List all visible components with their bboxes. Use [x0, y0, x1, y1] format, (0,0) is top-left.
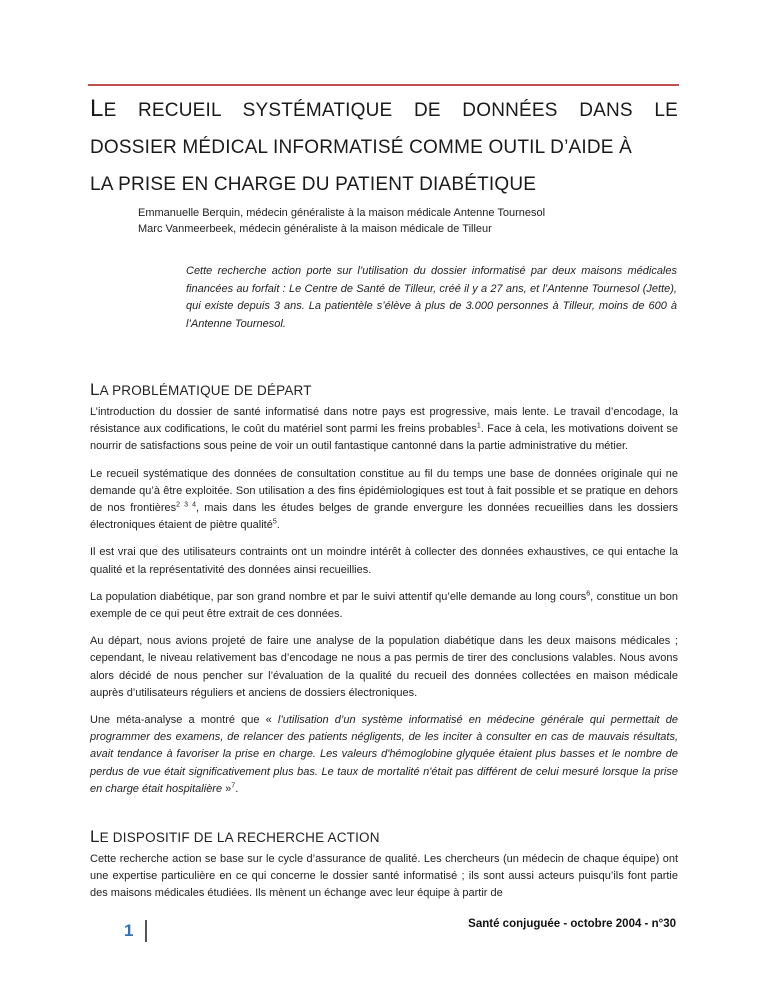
paragraph-quote: Une méta-analyse a montré que « l’utilisation d’un système informatisé en médecine générale qui permettait de programmer des examens, de relancer des patients négligents, de les inciter à consulter en cas de mauvais résultats, avait tendance à favoriser la prise en charge. Les valeurs d'hémoglobine glyquée étaient plus basses et le nombre de perdus de vue était significativement plus bas. Le taux de mortalité n'était pas différent de celui mesuré lorsque la prise en charge était hospitalière »$^7$. [90, 714, 678, 795]
title-line-2: DOSSIER MÉDICAL INFORMATISÉ COMME OUTIL D’AIDE À [90, 137, 633, 158]
title-rule [88, 84, 679, 86]
page-number: 1 [124, 921, 134, 940]
section-heading-dispositif: LE DISPOSITIF DE LA RECHERCHE ACTION [90, 827, 380, 846]
abstract: Cette recherche action porte sur l’utilisation du dossier informatisé par deux maisons médicales financées au forfait : Le Centre de Santé de Tilleur, créé il y a 27 ans, et l’Antenne Tournesol (Jette), qui existe depuis 3 ans. La patientèle s’élève à plus de 3.000 personnes à Tilleur, moins de 600 à l’Antenne Tournesol. [186, 265, 677, 330]
paragraph: La population diabétique, par son grand nombre et par le suivi attentif qu’elle demande au long cours$^6$, constitue un bon exemple de ce qui peut être extrait de ces données. [90, 590, 678, 621]
author-1: Emmanuelle Berquin, médecin généraliste à la maison médicale Antenne Tournesol [138, 207, 546, 219]
author-2: Marc Vanmeerbeek, médecin généraliste à la maison médicale de Tilleur [138, 223, 492, 235]
article-title [90, 90, 678, 203]
footnote-ref[interactable]: 1 [476, 422, 481, 430]
paragraph: Le recueil systématique des données de consultation constitue au fil du temps une base de données originale qui ne demande qu’à être exploitée. Son utilisation a des fins épidémiologiques est tout à fait possible et se pratique en dehors de nos frontières$^{2 3 4}$, mais dans les études belges de grande envergure les données recueillies dans les dossiers électroniques étaient de piètre qualité$^5$. [90, 467, 679, 532]
section-body-problematique [90, 404, 678, 808]
footnote-ref[interactable]: 6 [586, 590, 591, 598]
title-line-3: LA PRISE EN CHARGE DU PATIENT DIABÉTIQUE [90, 174, 537, 195]
paragraph: Au départ, nous avions projeté de faire une analyse de la population diabétique dans les deux maisons médicales ; cependant, le niveau relativement bas d’encodage ne nous a pas permis de tirer des conclusions valables. Nous avons alors décidé de nous pencher sur l’évaluation de la qualité du recueil des données collectées en maison médicale auprès d’utilisateurs réguliers et anciens de dossiers électroniques. [90, 635, 678, 699]
paragraph: L’introduction du dossier de santé informatisé dans notre pays est progressive, mais lente. Le travail d’encodage, la résistance aux codifications, le coût du matériel sont parmi les freins probables$^1$. Face à cela, les motivations doivent se nourrir de satisfactions sous peine de voir un outil fantastique cantonné dans la partie administrative du métier. [90, 406, 679, 453]
footnote-ref[interactable]: 5 [272, 518, 277, 526]
section-heading-problematique: LA PROBLÉMATIQUE DE DÉPART [90, 380, 312, 399]
footnote-ref[interactable]: 7 [231, 782, 236, 790]
paragraph: Cette recherche action se base sur le cycle d’assurance de qualité. Les chercheurs (un médecin de chaque équipe) ont une expertise particulière en ce qui concerne le dossier santé informatisé ; ils sont aussi acteurs puisqu’ils font partie des maisons médicales étudiées. Ils mènent un échange avec leur équipe à partir de [90, 853, 678, 900]
footnote-ref[interactable]: 2 3 4 [176, 501, 196, 509]
journal-footer: Santé conjuguée - octobre 2004 - n°30 [468, 918, 676, 930]
paragraph: Il est vrai que des utilisateurs contraints ont un moindre intérêt à collecter des données exhaustives, ce qui entache la qualité et la représentativité des données ainsi recueillies. [90, 546, 678, 576]
author-list [138, 205, 545, 237]
section-body-dispositif [90, 851, 678, 913]
footer-divider [145, 920, 147, 942]
title-line-1: LE RECUEIL SYSTÉMATIQUE DE DONNÉES DANS LE [90, 95, 678, 122]
